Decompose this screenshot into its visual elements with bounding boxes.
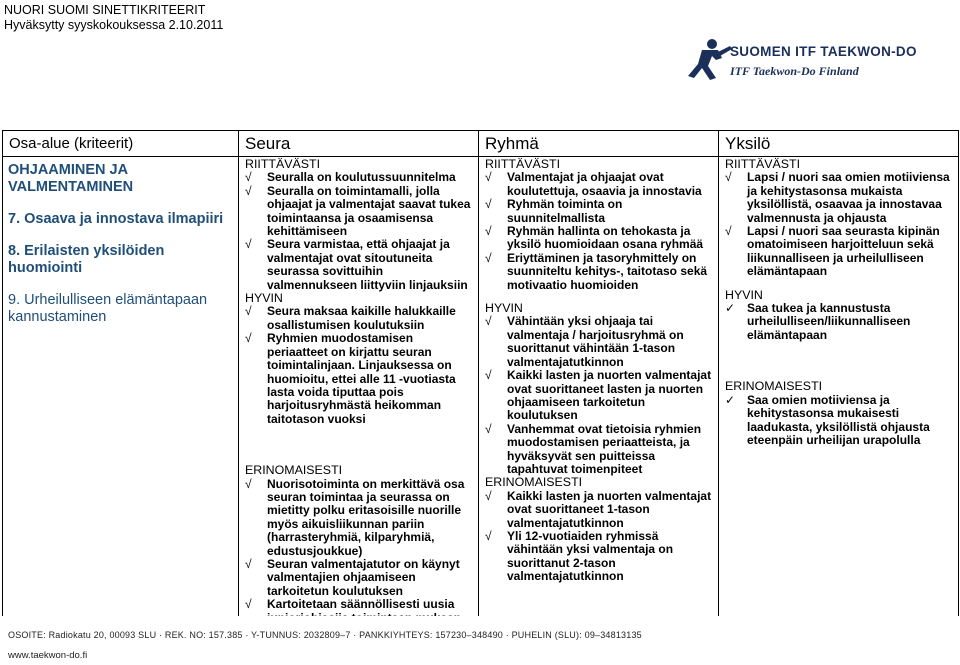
criterion-item	[245, 332, 474, 426]
criterion-item	[485, 198, 714, 225]
ryhma-hyvin-list	[485, 315, 714, 476]
criterion-text: Yli 12-vuotiaiden ryhmissä vähintään yksi valmentaja on suorittanut 2-tason valmentajatutkinnon	[507, 528, 674, 584]
checkmark-icon: √	[245, 304, 252, 319]
ryhma-hyvin-label: HYVIN	[485, 301, 523, 316]
criteria-heading: OHJAAMINEN JA VALMENTAMINEN	[8, 162, 134, 195]
criterion-text: Kaikki lasten ja nuorten valmentajat ovat suorittaneet lasten ja nuorten ohjaamiseen tarkoitetun koulutuksen	[507, 368, 712, 423]
criterion-text: Saa omien motiiviensa ja kehitystasonsa mukaisesti laadukasta, yksilöllistä ohjausta eteenpäin urheilijan urapolulla	[747, 392, 930, 447]
criterion-item	[485, 171, 714, 198]
criteria-column	[3, 157, 239, 626]
criterion-text: Seuralla on toimintamalli, jolla ohjaajat ja valmentajat saavat tukea toimintaansa ja osaamisensa kehittämiseen	[267, 183, 471, 239]
checkmark-icon: √	[725, 170, 732, 185]
yksilo-riittava-list	[725, 171, 954, 278]
ryhma-riittava-list	[485, 171, 714, 292]
ryhma-riittava-label: RIITTÄVÄSTI	[485, 157, 561, 171]
criterion-text: Nuorisotoiminta on merkittävä osa seuran toimintaa ja seurassa on mietitty polku eritasoisille nuorille myös aikuisliikunnan pariin (harrasteryhmiä, kilparyhmiä, edustusjoukkue)	[267, 476, 465, 558]
criterion-text: Vanhemmat ovat tietoisia ryhmien muodostamisen periaatteista, ja hyväksyvät sen puitteissa tapahtuvat toimenpiteet	[507, 421, 702, 476]
checkmark-icon: √	[245, 237, 252, 252]
criterion-text: Eriyttäminen ja tasoryhmittely on suunniteltu kehitys-, taitotaso sekä motivaatio huomioiden	[507, 250, 708, 292]
checkmark-icon: √	[245, 476, 252, 491]
criteria-item-9: 9. Urheilulliseen elämäntapaan kannustaminen	[8, 292, 208, 325]
criterion-item	[245, 185, 474, 239]
yksilo-erinomainen-label: ERINOMAISESTI	[725, 379, 823, 394]
criterion-item	[485, 423, 714, 477]
footer-website-link[interactable]: www.taekwon-do.fi	[8, 650, 88, 661]
header-title: NUORI SUOMI SINETTIKRITEERIT	[4, 3, 206, 17]
yksilo-hyvin-list	[725, 302, 954, 342]
criterion-text: Seuralla on koulutussuunnitelma	[267, 170, 456, 185]
criterion-item	[245, 238, 474, 292]
criterion-text: Saa tukea ja kannustusta urheilulliseen/liikunnalliseen elämäntapaan	[747, 301, 911, 342]
checkmark-icon: √	[485, 224, 492, 239]
criterion-item	[245, 171, 474, 184]
criteria-item-8: 8. Erilaisten yksilöiden huomiointi	[8, 243, 165, 276]
checkmark-icon: √	[485, 368, 492, 383]
criterion-item	[245, 305, 474, 332]
yksilo-riittava-label: RIITTÄVÄSTI	[725, 157, 801, 171]
criterion-item	[485, 315, 714, 369]
seura-hyvin-label: HYVIN	[245, 291, 283, 306]
yksilo-column	[719, 157, 959, 626]
checkmark-icon: √	[725, 224, 732, 239]
criterion-item	[725, 302, 954, 342]
checkmark-icon: ✓	[725, 301, 736, 316]
header-ryhma: Ryhmä	[479, 131, 719, 157]
criterion-text: Lapsi / nuori saa seurasta kipinän omatoimiseen harjoitteluun sekä liikunnalliseen ja urheilulliseen elämäntapaan	[747, 224, 940, 279]
ryhma-erinomainen-list	[485, 490, 714, 584]
checkmark-icon: √	[245, 183, 252, 198]
ryhma-erinomainen-label: ERINOMAISESTI	[485, 475, 583, 490]
table-header-row	[3, 131, 959, 157]
criterion-text: Kartoitetaan säännöllisesti uusia	[267, 597, 455, 612]
criterion-item	[485, 252, 714, 292]
seura-column	[239, 157, 479, 626]
checkmark-icon: √	[245, 556, 252, 571]
criterion-item	[725, 394, 954, 448]
logo-subtitle: ITF Taekwon-Do Finland	[730, 64, 859, 78]
table-body-row	[3, 157, 959, 626]
yksilo-hyvin-label: HYVIN	[725, 287, 763, 302]
logo-title: SUOMEN ITF TAEKWON-DO	[730, 44, 917, 59]
header-subtitle: Hyväksytty syyskokouksessa 2.10.2011	[4, 18, 224, 32]
checkmark-icon: √	[485, 250, 492, 265]
yksilo-erinomainen-list	[725, 394, 954, 448]
criterion-item	[725, 225, 954, 279]
criteria-item-7: 7. Osaava ja innostava ilmapiiri	[8, 211, 224, 227]
checkmark-icon: √	[245, 331, 252, 346]
criterion-item	[485, 530, 714, 584]
header-seura: Seura	[239, 131, 479, 157]
checkmark-icon: √	[485, 421, 492, 436]
checkmark-icon: √	[485, 528, 492, 543]
ryhma-column	[479, 157, 719, 626]
criterion-item	[485, 369, 714, 423]
seura-erinomainen-label: ERINOMAISESTI	[245, 463, 343, 478]
criterion-text: Kaikki lasten ja nuorten valmentajat ovat suorittaneet 1-tason valmentajatutkinnon	[507, 488, 712, 530]
seura-hyvin-list	[245, 305, 474, 426]
criterion-text: Seura maksaa kaikille halukkaille osallistumisen koulutuksiin	[267, 304, 456, 332]
criterion-item	[485, 225, 714, 252]
criterion-text: Ryhmien muodostamisen periaatteet on kirjattu seuran toimintalinjaan. Linjauksessa on huomioitu, ettei alle 11 -vuotiasta lasta voida tiputtaa pois harjoitusryhmästä heikomman taitotason vuoksi	[267, 331, 456, 426]
footer	[0, 616, 960, 665]
criterion-item	[245, 558, 474, 598]
criterion-text: Lapsi / nuori saa omien motiiviensa ja kehitystasonsa mukaista yksilöllistä, osaavaa ja innostavaa valmennusta ja ohjausta	[747, 170, 950, 225]
criteria-table	[2, 130, 959, 626]
criterion-text: Vähintään yksi ohjaaja tai valmentaja / harjoitusryhmä on suorittanut vähintään 1-tason valmentajatutkinnon	[507, 314, 684, 369]
checkmark-icon: √	[485, 314, 492, 329]
seura-riittava-label: RIITTÄVÄSTI	[245, 157, 321, 171]
criterion-item	[245, 478, 474, 558]
checkmark-icon: √	[245, 170, 252, 185]
criterion-text: Ryhmän hallinta on tehokasta ja yksilö huomioidaan osana ryhmää	[507, 224, 704, 252]
criterion-item	[485, 490, 714, 530]
header-criteria: Osa-alue (kriteerit)	[3, 131, 239, 157]
criterion-text: Valmentajat ja ohjaajat ovat koulutettuja, osaavia ja innostavia	[507, 170, 702, 198]
criterion-text: Seuran valmentajatutor on käynyt valmentajien ohjaamiseen tarkoitetun koulutuksen	[267, 556, 460, 598]
checkmark-icon: ✓	[725, 392, 736, 407]
checkmark-icon: √	[485, 170, 492, 185]
checkmark-icon: √	[485, 488, 492, 503]
criterion-text: Ryhmän toiminta on suunnitelmallista	[507, 197, 623, 225]
criterion-item	[725, 171, 954, 225]
checkmark-icon: √	[485, 197, 492, 212]
document-header	[4, 3, 223, 33]
seura-riittava-list	[245, 171, 474, 292]
checkmark-icon: √	[245, 597, 252, 612]
header-yksilo: Yksilö	[719, 131, 959, 157]
criterion-text: Seura varmistaa, että ohjaajat ja valmentajat ovat sitoutuneita seurassa sovittuihin valmennukseen liittyviin linjauksiin	[267, 237, 468, 292]
footer-contact-info: OSOITE: Radiokatu 20, 00093 SLU · REK. NO: 157.385 · Y-TUNNUS: 2032809–7 · PANKKIYHTEYS: 157230–348490 · PUHELIN (SLU): 09–34813135	[8, 630, 642, 640]
seura-erinomainen-list	[245, 478, 474, 625]
